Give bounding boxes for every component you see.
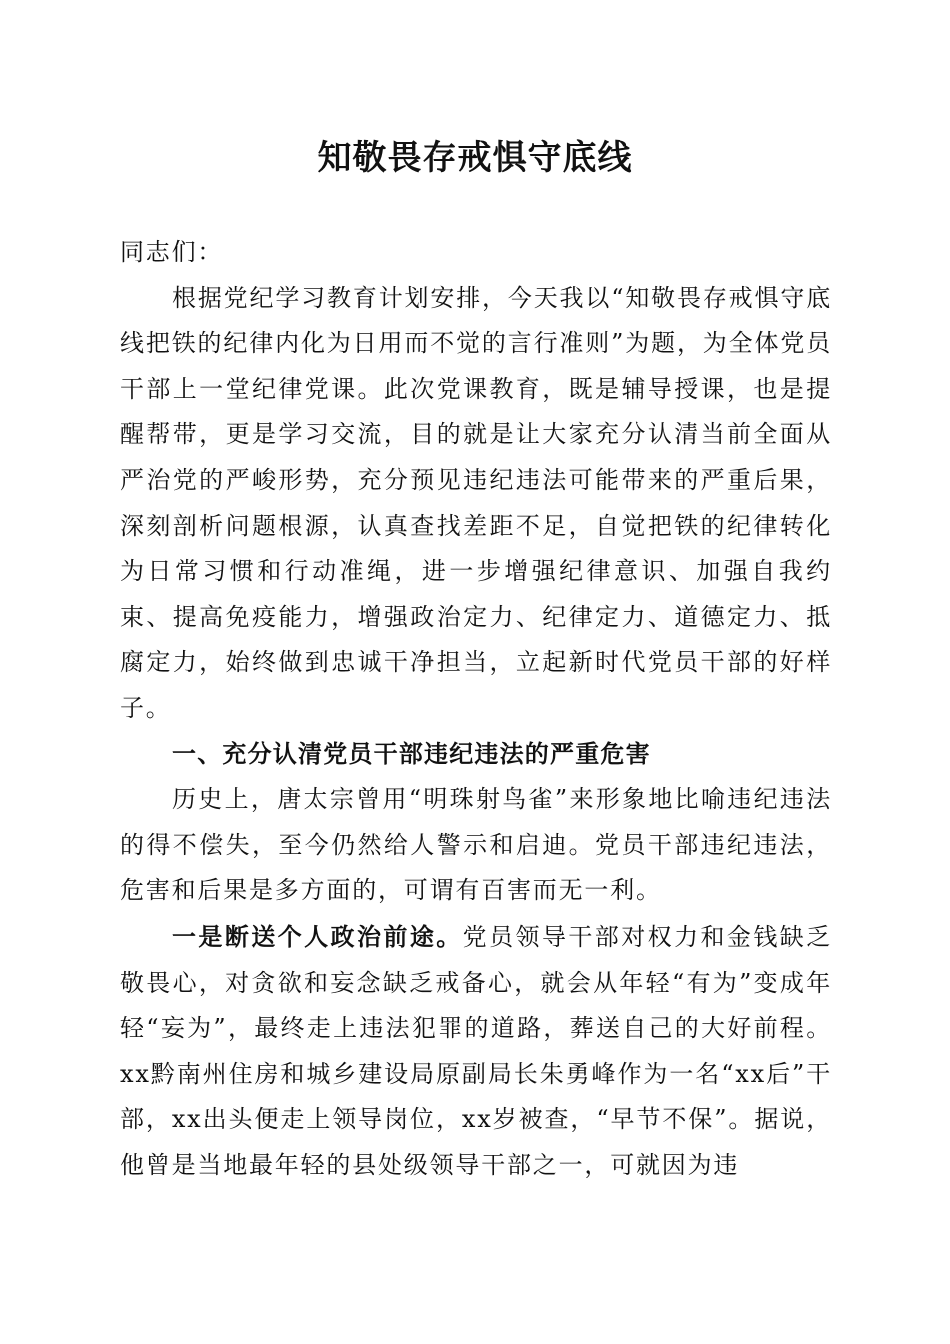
point-1-lead: 一是断送个人政治前途。	[172, 921, 463, 951]
document-body	[120, 230, 832, 1188]
section-heading-1: 一、充分认清党员干部违纪违法的严重危害	[172, 739, 651, 768]
document-title: 知敬畏存戒惧守底线	[317, 138, 633, 178]
intro-paragraph: 根据党纪学习教育计划安排，今天我以“知敬畏存戒惧守底线把铁的纪律内化为日用而不觉的言行准则”为题，为全体党员干部上一堂纪律党课。此次党课教育，既是辅导授课，也是提醒帮带，更是学习交流，目的就是让大家充分认清当前全面从严治党的严峻形势，充分预见违纪违法可能带来的严重后果，深刻剖析问题根源，认真查找差距不足，自觉把铁的纪律转化为日常习惯和行动准绳，进一步增强纪律意识、加强自我约束、提高免疫能力，增强政治定力、纪律定力、道德定力、抵腐定力，始终做到忠诚干净担当，立起新时代党员干部的好样子。	[120, 283, 832, 722]
point-1-paragraph	[120, 914, 832, 1189]
section-1-paragraph: 历史上，唐太宗曾用“明珠射鸟雀”来形象地比喻违纪违法的得不偿失，至今仍然给人警示和启迪。党员干部违纪违法，危害和后果是多方面的，可谓有百害而无一利。	[120, 785, 832, 905]
salutation: 同志们：	[120, 238, 224, 266]
point-1-text: 党员领导干部对权力和金钱缺乏敬畏心，对贪欲和妄念缺乏戒备心，就会从年轻“有为”变成年轻“妄为”，最终走上违法犯罪的道路，葬送自己的大好前程。xx黔南州住房和城乡建设局原副局长朱勇峰作为一名“xx后”干部，xx出头便走上领导岗位，xx岁被查，“早节不保”。据说，他曾是当地最年轻的县处级领导干部之一，可就因为违	[120, 922, 832, 1179]
